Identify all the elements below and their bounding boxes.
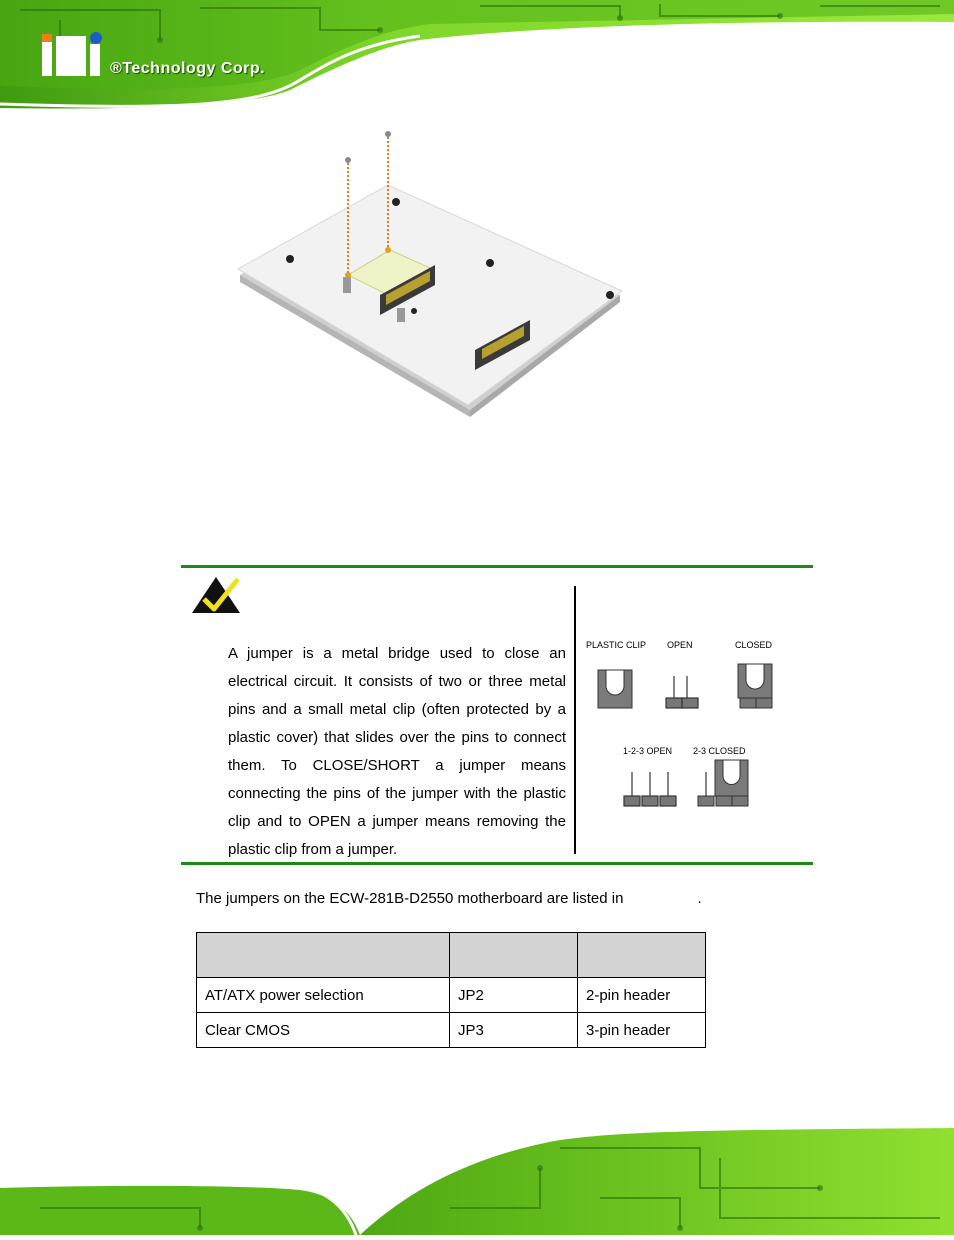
table-cell-type: 3-pin header xyxy=(578,1013,706,1048)
table-header-cell xyxy=(578,933,706,978)
page-footer-banner xyxy=(0,1128,954,1235)
jumpers-table xyxy=(196,932,706,1048)
page-header-banner xyxy=(0,0,954,112)
intro-period: . xyxy=(697,890,702,907)
table-cell-description: Clear CMOS xyxy=(197,1013,450,1048)
diagram-label-123-open: 1-2-3 OPEN xyxy=(623,746,673,756)
two-three-closed-shape xyxy=(698,760,748,806)
diagram-label-open: OPEN xyxy=(667,640,693,650)
note-top-rule xyxy=(181,565,813,568)
table-cell-label: JP3 xyxy=(450,1013,578,1048)
diagram-label-plastic-clip: PLASTIC CLIP xyxy=(586,640,647,650)
note-body-text: A jumper is a metal bridge used to close an electrical circuit. It consists of two or three metal pins and a small metal clip (often protected by a plastic cover) that slides over the pins to connect them. To CLOSE/SHORT a jumper means connecting the pins of the jumper with the plastic clip and to OPEN a jumper means removing the plastic clip from a jumper. xyxy=(228,645,566,858)
table-cell-label: JP2 xyxy=(450,978,578,1013)
plastic-clip-shape xyxy=(598,670,632,708)
diagram-label-23-closed: 2-3 CLOSED xyxy=(693,746,746,756)
diagram-label-closed: CLOSED xyxy=(735,640,773,650)
board-installation-illustration xyxy=(230,125,640,425)
note-column-divider xyxy=(574,586,576,854)
table-row xyxy=(197,978,706,1013)
table-header-row xyxy=(197,933,706,978)
table-cell-description: AT/ATX power selection xyxy=(197,978,450,1013)
table-row xyxy=(197,1013,706,1048)
intro-text: The jumpers on the ECW-281B-D2550 motherboard are listed in xyxy=(196,890,624,907)
table-header-cell xyxy=(450,933,578,978)
jumper-intro-sentence xyxy=(196,890,702,907)
jumper-settings-diagram xyxy=(580,636,800,816)
company-logo-text: ®Technology Corp. xyxy=(110,60,266,77)
table-header-cell xyxy=(197,933,450,978)
closed-jumper-shape xyxy=(738,664,772,708)
note-bottom-rule xyxy=(181,862,813,865)
table-cell-type: 2-pin header xyxy=(578,978,706,1013)
circuit-board-banner-graphic xyxy=(0,0,954,112)
open-jumper-pins xyxy=(666,676,698,708)
note-checkmark-icon xyxy=(190,573,242,615)
three-pin-open-shape xyxy=(624,772,676,806)
circuit-board-footer-graphic xyxy=(0,1128,954,1235)
